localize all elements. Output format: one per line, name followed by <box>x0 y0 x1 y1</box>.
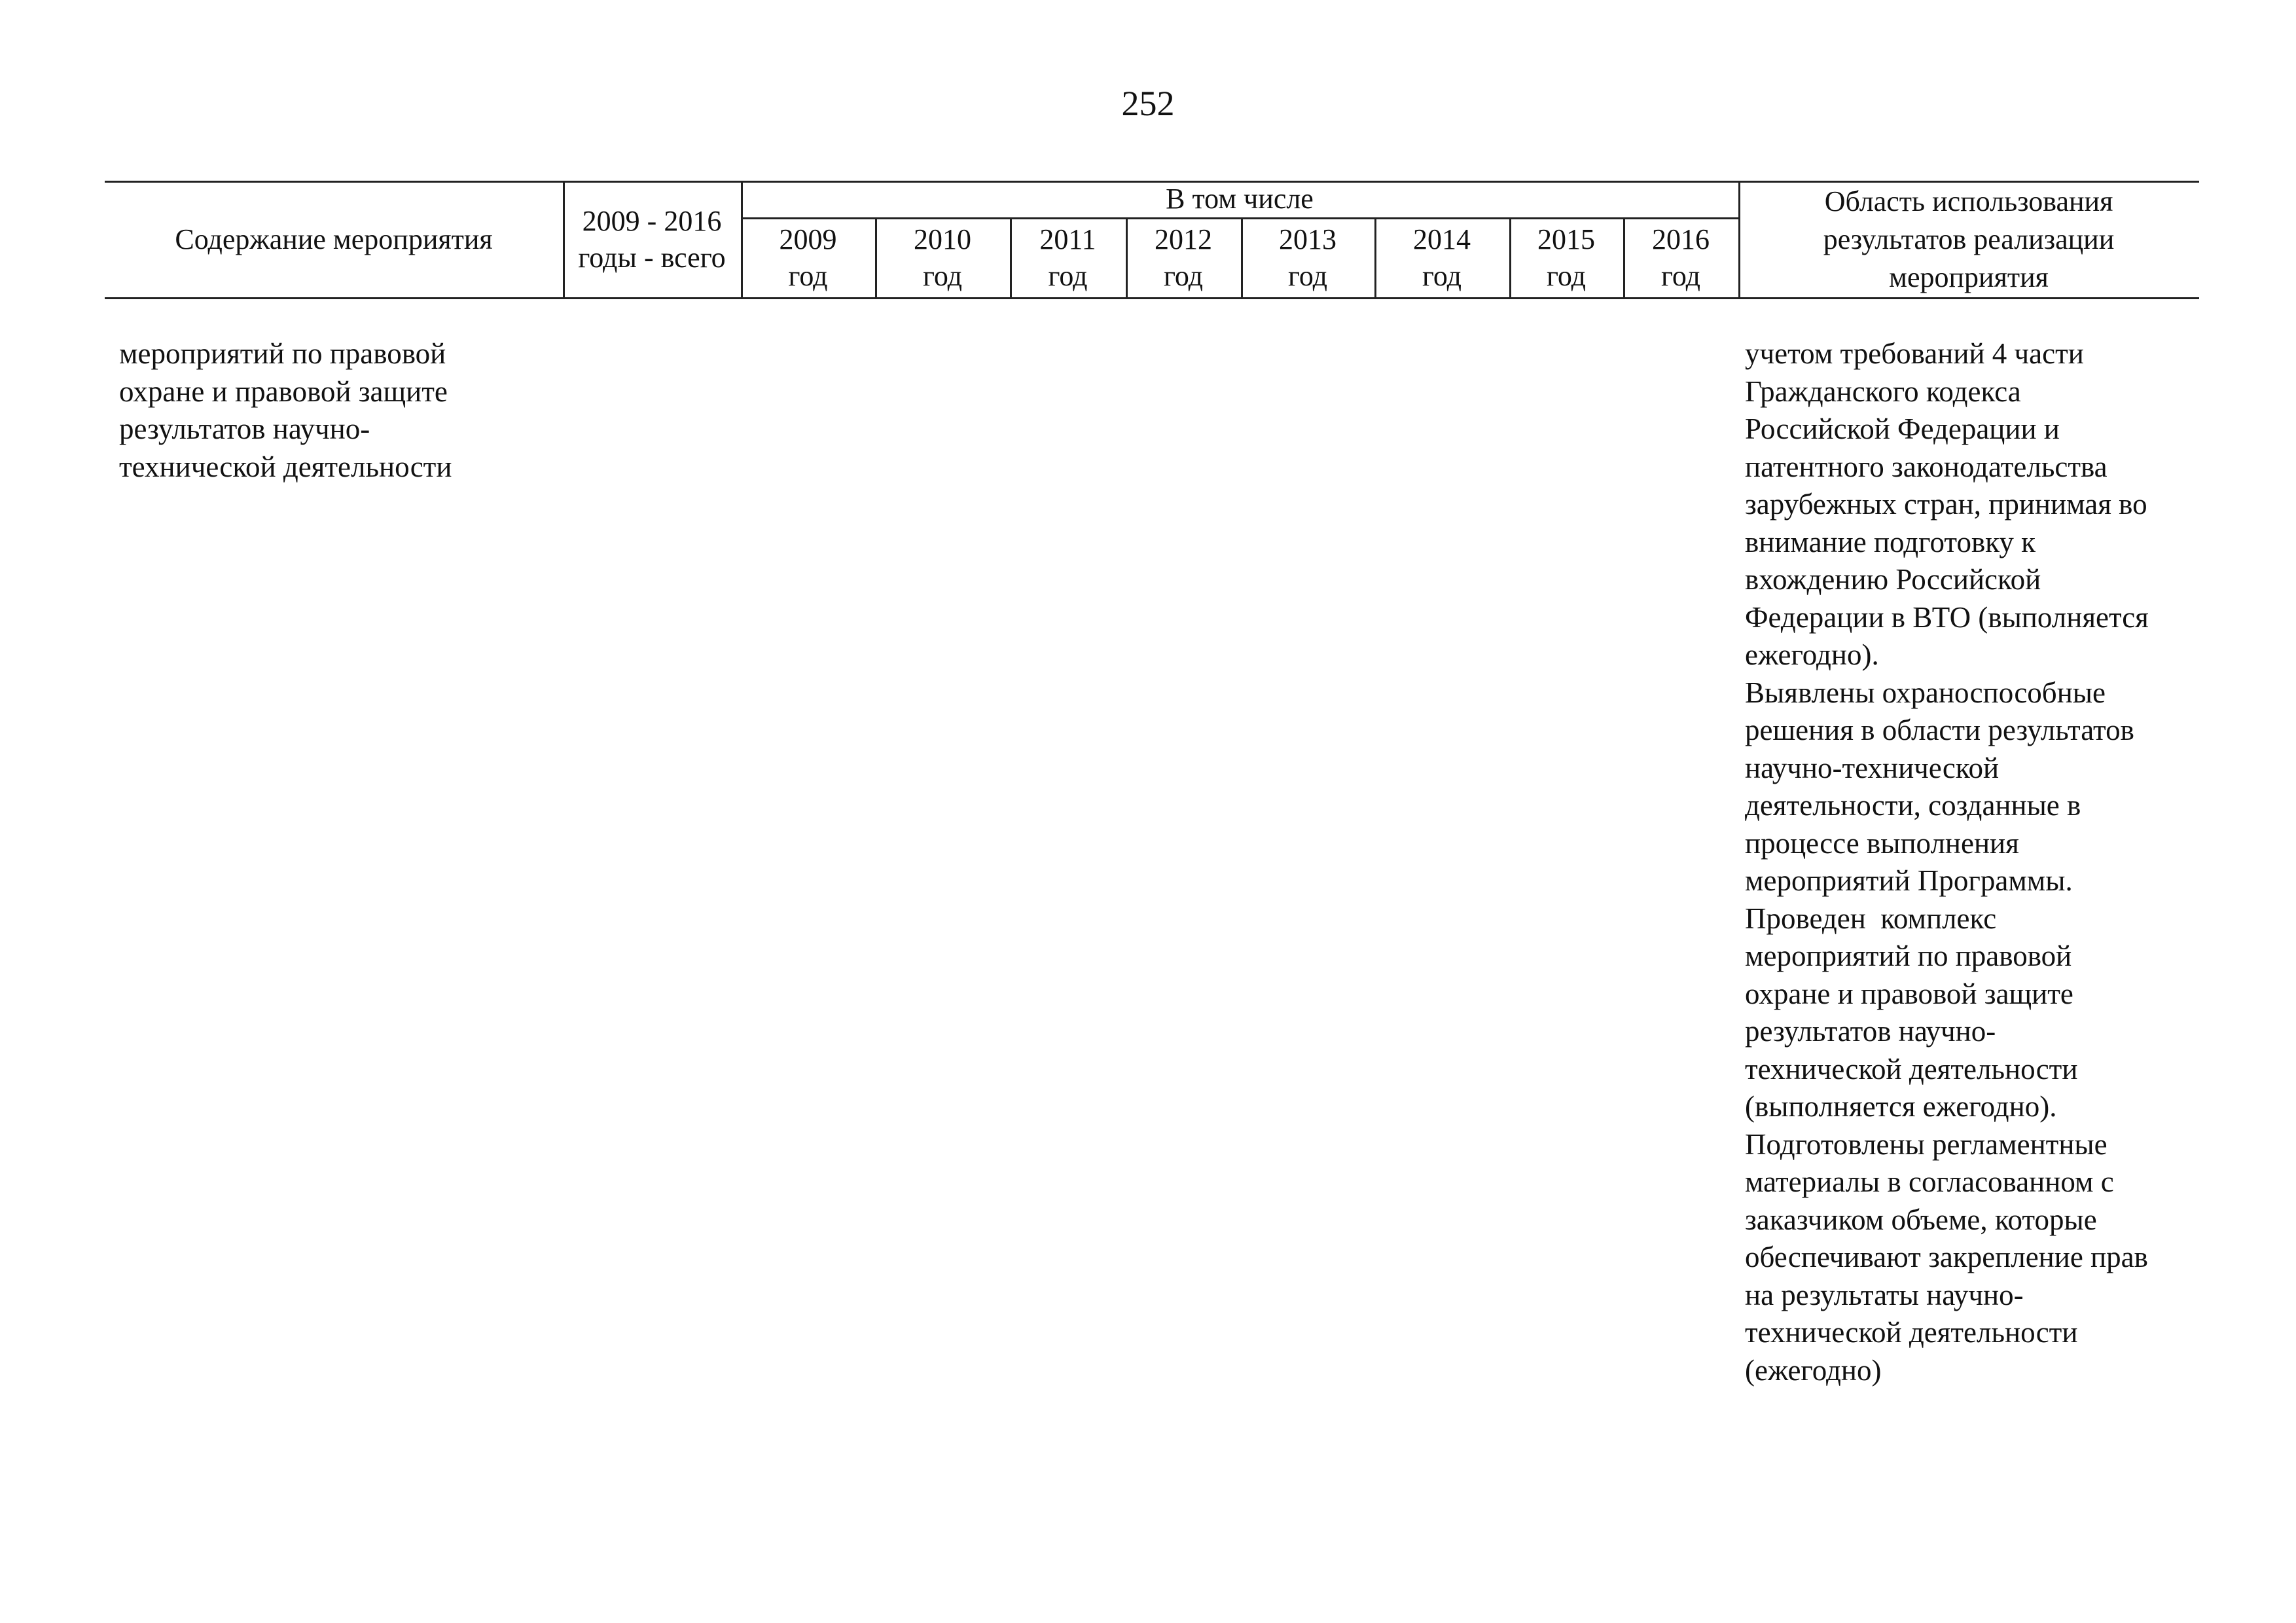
header-year-column <box>1241 217 1374 299</box>
header-total-line2: годы - всего <box>578 242 726 274</box>
year-label: 2011 <box>1039 223 1096 255</box>
year-unit: год <box>1546 260 1587 292</box>
row-content-text: мероприятий по правовой охране и правовой защите результатов научно- технической деятельности <box>119 337 452 483</box>
year-unit: год <box>1048 260 1088 292</box>
year-label: 2015 <box>1537 223 1595 255</box>
header-total-column <box>563 200 741 279</box>
header-area-column: Область использования результатов реализации мероприятия <box>1823 185 2115 293</box>
table-header <box>105 181 2199 299</box>
header-year-column <box>1374 217 1509 299</box>
year-label: 2010 <box>914 223 971 255</box>
header-year-column <box>1126 217 1241 299</box>
header-year-column <box>875 217 1010 299</box>
year-unit: год <box>1422 260 1462 292</box>
year-unit: год <box>1287 260 1328 292</box>
header-year-column <box>1010 217 1126 299</box>
row-area-text: учетом требований 4 части Гражданского кодекса Российской Федерации и патентного законодательства зарубежных стран, принимая во внимание подготовку к вхождению Российской Федерации в ВТО (выполняется ежегодно). Выявлены охраноспособные решения в области результатов научно-технической деятельности, созданные в процессе выполнения мероприятий Программы. Проведен комплекс мероприятий по правовой охране и правовой защите результатов научно- технической деятельности (выполняется ежегодно). Подготовлены регламентные материалы в согласованном с заказчиком объеме, которые обеспечивают закрепление прав на результаты научно- технической деятельности (ежегодно) <box>1745 337 2149 1387</box>
year-label: 2012 <box>1155 223 1212 255</box>
year-label: 2009 <box>779 223 837 255</box>
header-year-column <box>1623 217 1738 299</box>
year-unit: год <box>788 260 828 292</box>
year-label: 2013 <box>1279 223 1336 255</box>
header-total-line1: 2009 - 2016 <box>582 205 722 237</box>
page-number: 252 <box>1121 84 1175 123</box>
year-unit: год <box>922 260 963 292</box>
header-year-column <box>1509 217 1623 299</box>
year-label: 2014 <box>1413 223 1471 255</box>
year-label: 2016 <box>1652 223 1710 255</box>
year-unit: год <box>1660 260 1701 292</box>
year-unit: год <box>1163 260 1204 292</box>
header-content-column: Содержание мероприятия <box>175 223 493 255</box>
header-group-label: В том числе <box>1166 183 1314 215</box>
header-year-column <box>741 217 875 299</box>
